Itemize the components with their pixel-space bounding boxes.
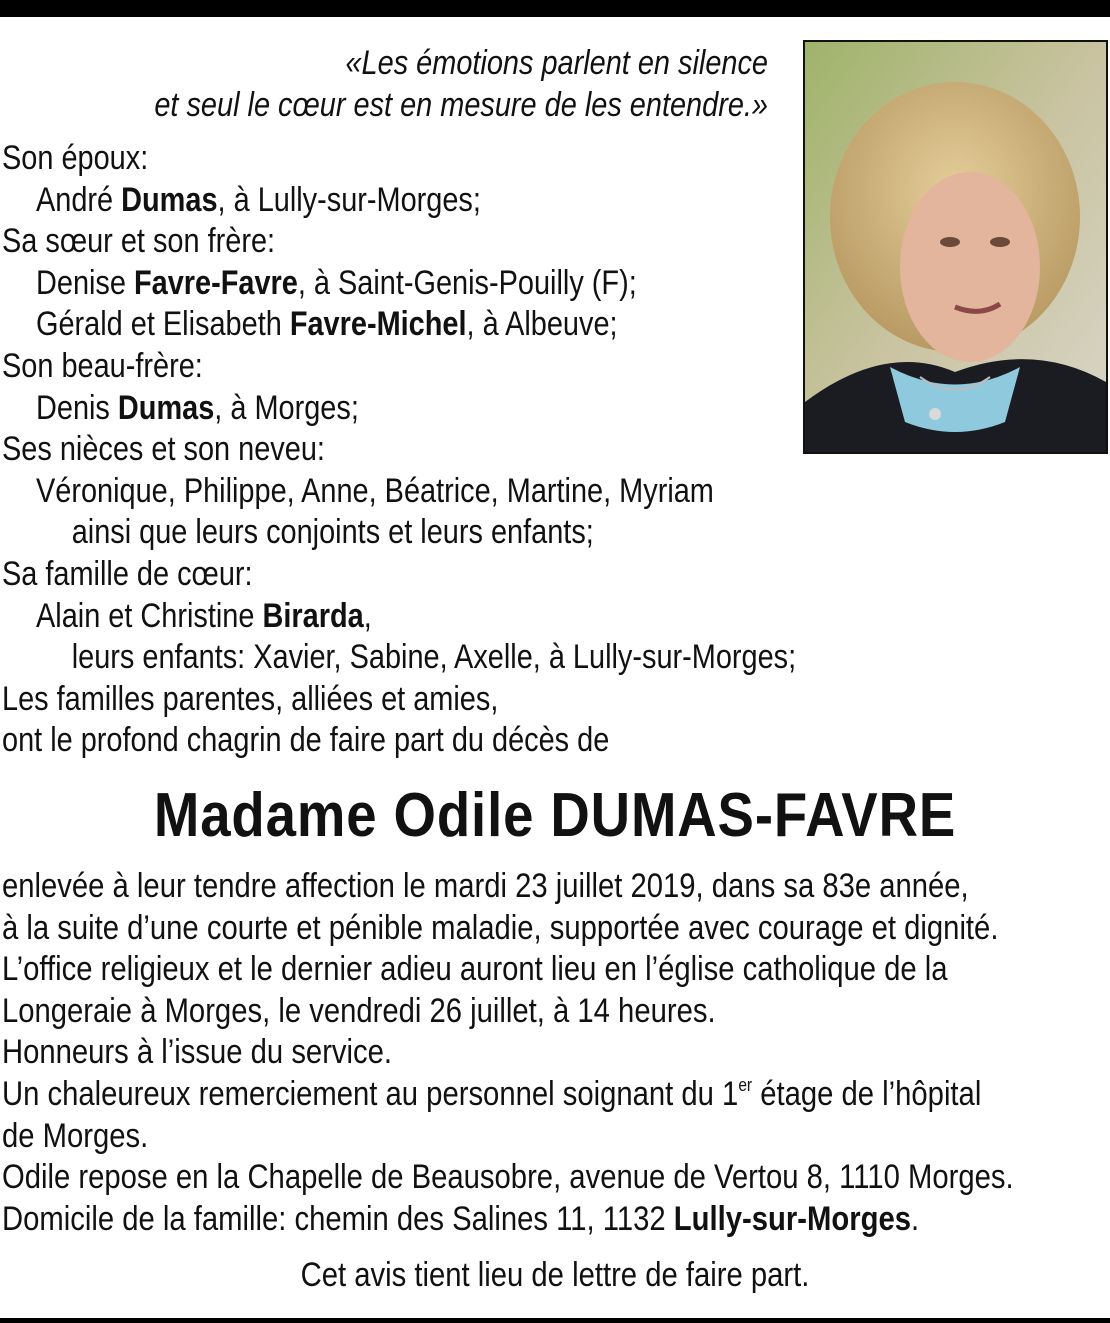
epigraph-quote: [115, 42, 768, 126]
body-line: de Morges.: [2, 1116, 149, 1155]
family-list: [2, 138, 903, 762]
quote-line: et seul le cœur est en mesure de les entendre.»: [154, 86, 768, 124]
body-line: Honneurs à l’issue du service.: [2, 1033, 393, 1072]
spouse-entry: André Dumas, à Lully-sur-Morges;: [36, 180, 481, 219]
nieces-label: Ses nièces et son neveu:: [2, 430, 325, 469]
body-line: à la suite d’une courte et pénible maladie, supportée avec courage et dignité.: [2, 908, 999, 947]
sibling-entry: Gérald et Elisabeth Favre-Michel, à Albeuve;: [36, 305, 618, 344]
siblings-label: Sa sœur et son frère:: [2, 222, 276, 261]
brother-in-law-label: Son beau-frère:: [2, 346, 203, 385]
body-line: L’office religieux et le dernier adieu auront lieu en l’église catholique de la: [2, 950, 948, 989]
deceased-name: Madame Odile DUMAS-FAVRE: [153, 781, 957, 850]
brother-in-law-entry: Denis Dumas, à Morges;: [36, 388, 359, 427]
heart-family-children: leurs enfants: Xavier, Sabine, Axelle, à Lully-sur-Morges;: [71, 638, 797, 677]
heart-family-entry: Alain et Christine Birarda,: [36, 596, 372, 635]
body-line: Longeraie à Morges, le vendredi 26 juillet, à 14 heures.: [2, 991, 716, 1030]
sibling-entry: Denise Favre-Favre, à Saint-Genis-Pouilly (F);: [36, 263, 637, 302]
bottom-rule: [0, 1318, 1110, 1323]
announcement-body: [2, 866, 1110, 1240]
top-rule: [0, 0, 1110, 17]
spouse-label: Son époux:: [2, 139, 149, 177]
heart-family-label: Sa famille de cœur:: [2, 554, 253, 593]
footer-note: Cet avis tient lieu de lettre de faire part.: [300, 1256, 810, 1294]
body-line: Domicile de la famille: chemin des Salines 11, 1132 Lully-sur-Morges.: [2, 1199, 920, 1238]
body-line: enlevée à leur tendre affection le mardi 23 juillet 2019, dans sa 83e année,: [2, 867, 969, 905]
body-line: Un chaleureux remerciement au personnel soignant du 1er étage de l’hôpital: [2, 1074, 982, 1113]
nieces-entry: Véronique, Philippe, Anne, Béatrice, Martine, Myriam: [36, 471, 714, 510]
closing-line: ont le profond chagrin de faire part du décès de: [2, 721, 610, 760]
quote-line: «Les émotions parlent en silence: [345, 44, 768, 82]
nieces-entry-continued: ainsi que leurs conjoints et leurs enfants;: [71, 513, 594, 552]
body-line: Odile repose en la Chapelle de Beausobre, avenue de Vertou 8, 1110 Morges.: [2, 1158, 1014, 1197]
closing-line: Les familles parentes, alliées et amies,: [2, 679, 499, 718]
